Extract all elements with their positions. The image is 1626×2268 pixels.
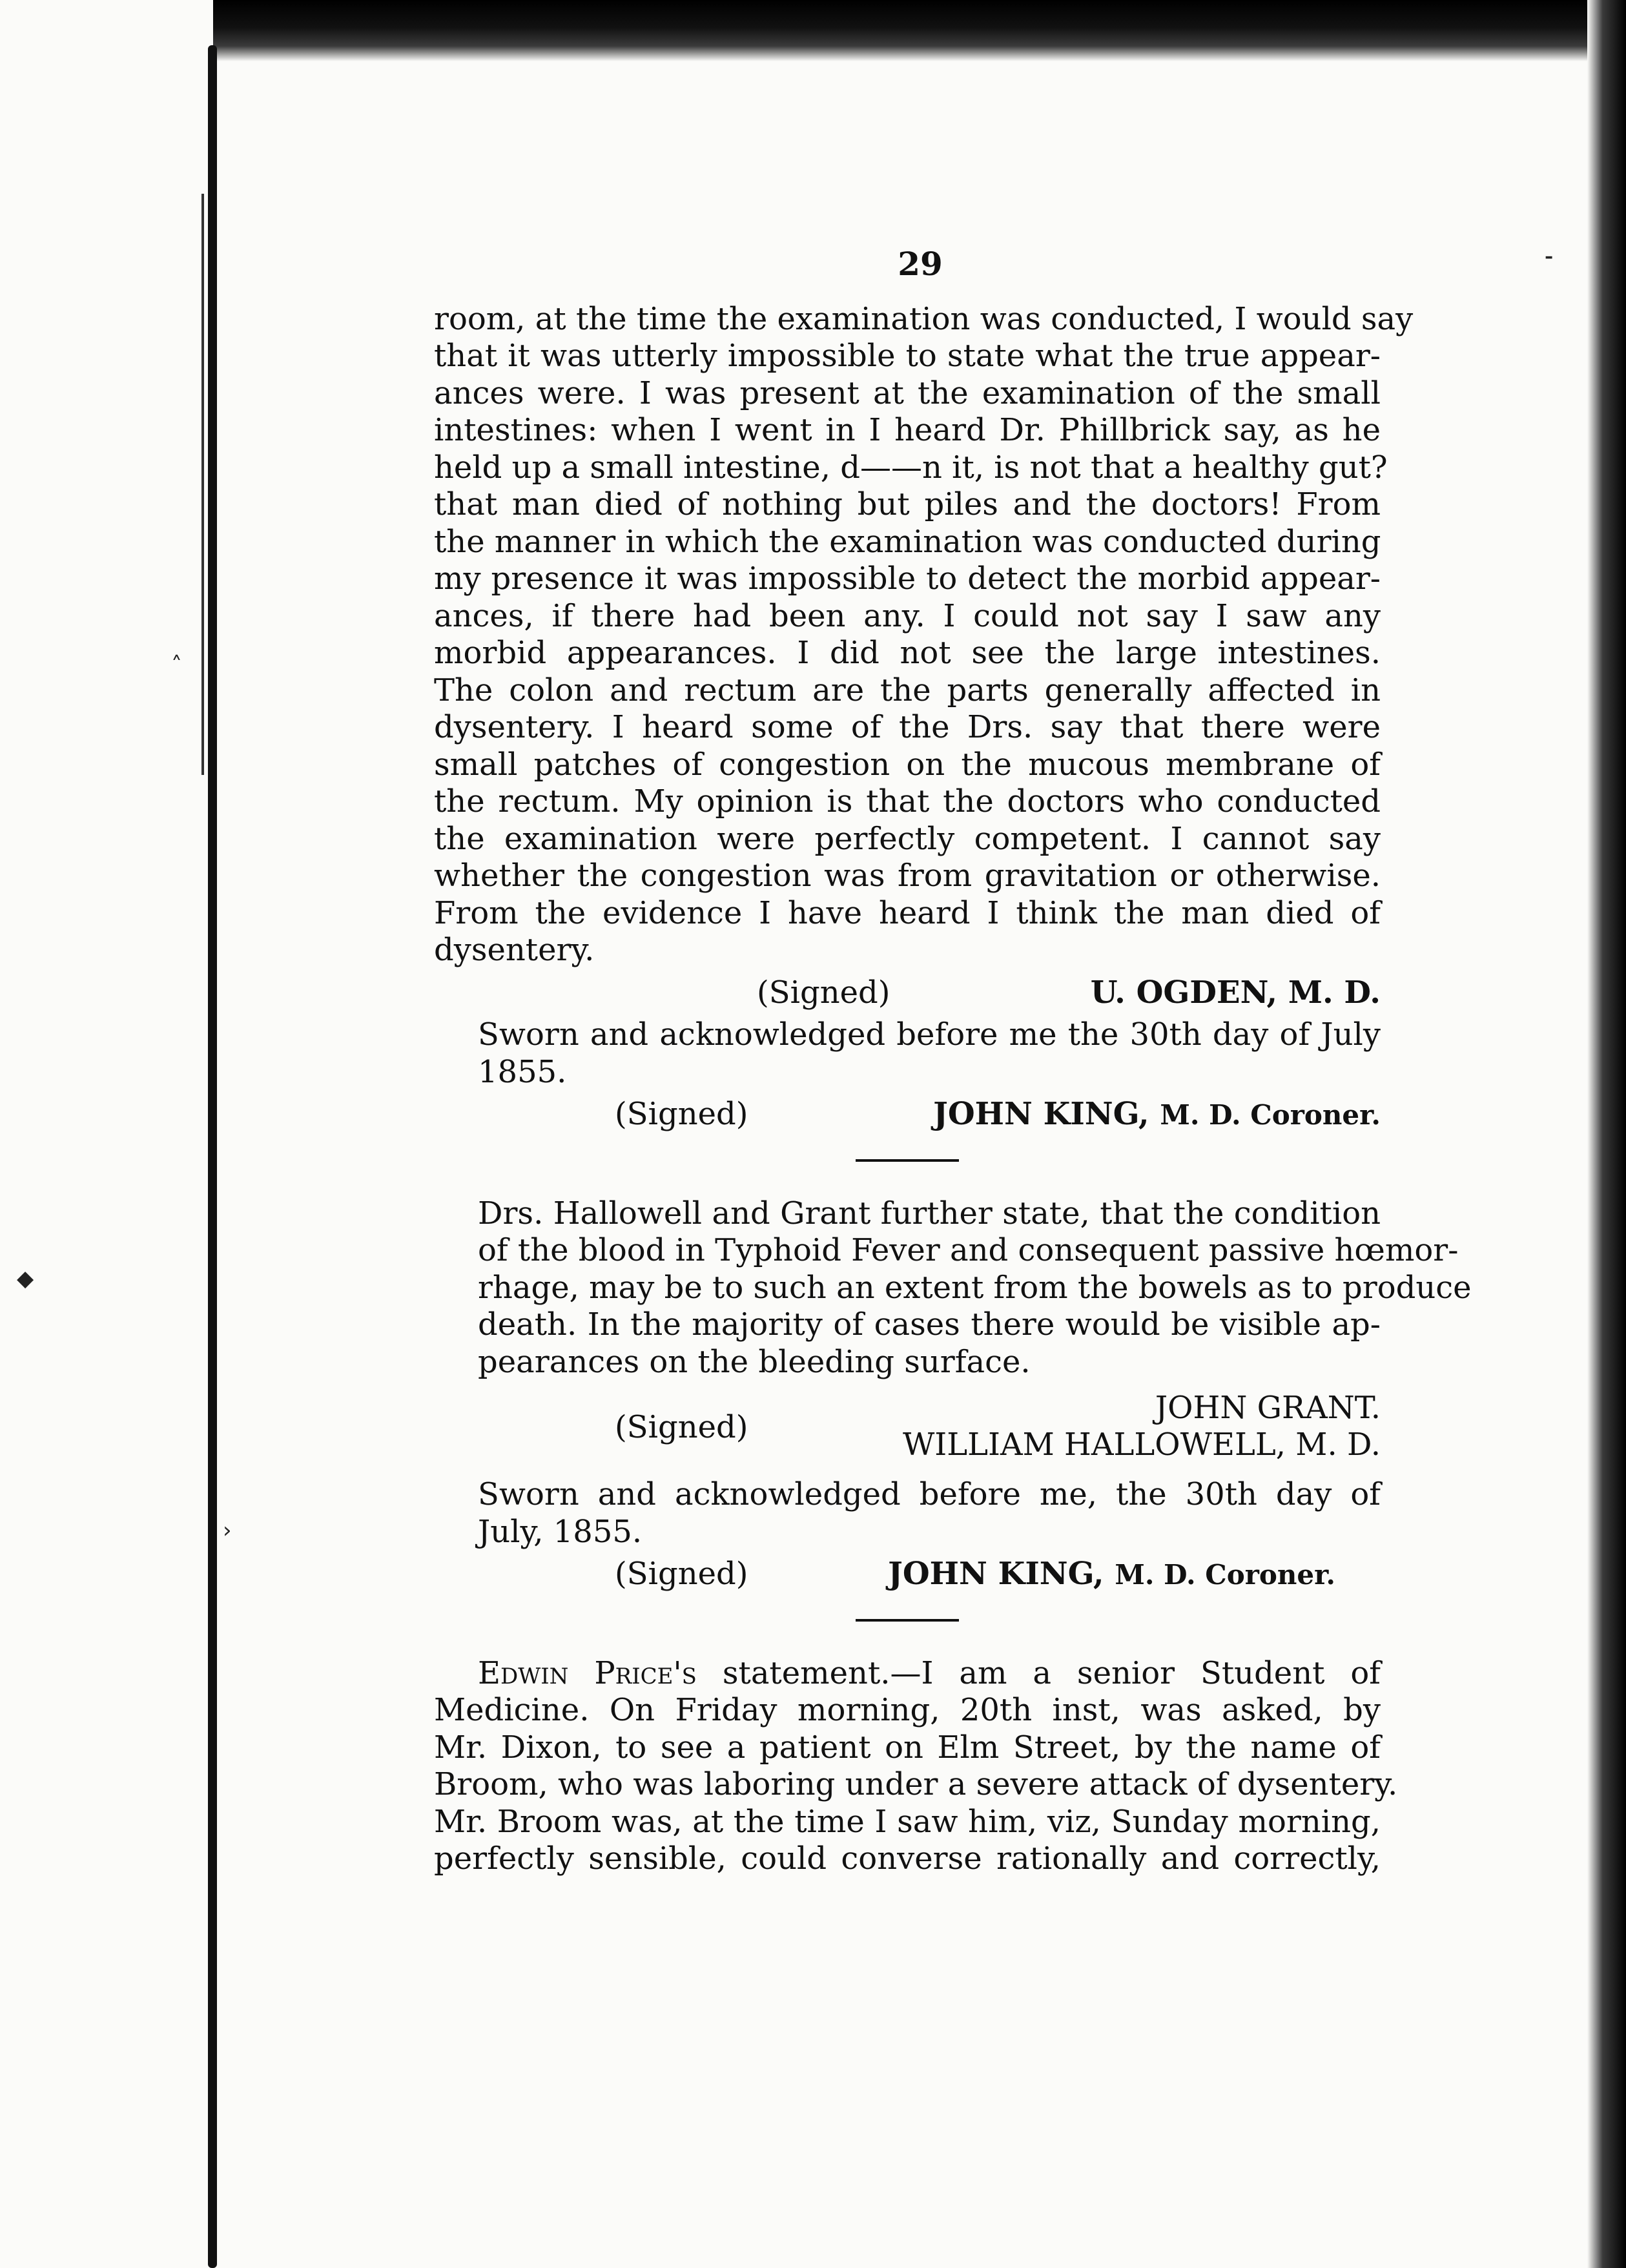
signature-grant-hallowell [434,1390,1381,1467]
signature-ogden [434,974,1381,1012]
text-line: ances were. I was present at the examination of the small [434,375,1381,411]
testimony-paragraph-ogden [434,300,1414,969]
text-line: rhage, may be to such an extent from the bowels as to produce [478,1269,1472,1306]
scan-top-edge [213,0,1626,61]
signatory-name: WILLIAM HALLOWELL, M. D. [902,1427,1381,1463]
text-line: room, at the time the examination was conducted, I would say [434,300,1414,337]
sworn-statement [434,1016,1381,1091]
text-line: ances, if there had been any. I could not say I saw any [434,597,1381,634]
margin-speck: ⁃ [1543,245,1554,271]
scan-right-edge [1587,0,1626,2268]
text-line: morbid appearances. I did not see the large intestines. [434,635,1381,671]
signed-label: (Signed) [615,1409,748,1445]
text-line: From the evidence I have heard I think the man died of [434,894,1381,931]
text-line: the rectum. My opinion is that the doctors who conducted [434,783,1381,820]
coroner-signature [434,1096,1381,1133]
text-line: Sworn and acknowledged before me the 30th day of July [478,1016,1381,1053]
text-line: whether the congestion was from gravitation or otherwise. [434,858,1381,894]
signed-label: (Signed) [615,1096,748,1132]
text-line: the manner in which the examination was conducted during [434,523,1381,560]
text-line: small patches of congestion on the mucous membrane of [434,746,1381,783]
text-line: The colon and rectum are the parts generally affected in [434,672,1381,708]
section-divider [856,1159,959,1162]
text-line: that it was utterly impossible to state what the true appear- [434,338,1381,374]
signed-label: (Signed) [615,1556,748,1592]
testimony-paragraph-hallowell-grant [434,1195,1472,1381]
coroner-name: JOHN KING, M. D. Coroner. [933,1096,1381,1132]
testimony-paragraph-price [434,1655,1398,1878]
page-content [434,245,1472,1878]
signed-label: (Signed) [757,974,890,1011]
margin-speck: ˄ [171,652,182,678]
coroner-signature [434,1556,1381,1593]
text-line: pearances on the bleeding surface. [478,1343,1031,1380]
text-line: the examination were perfectly competent. I cannot say [434,820,1381,857]
text-line: Medicine. On Friday morning, 20th inst, was asked, by [434,1692,1381,1728]
section-divider [856,1619,959,1622]
text-line: Mr. Broom was, at the time I saw him, viz, Sunday morning, [434,1803,1381,1840]
page-number: 29 [898,245,943,283]
text-line: Drs. Hallowell and Grant further state, that the condition [478,1195,1381,1232]
margin-speck: › [223,1518,232,1543]
text-line: intestines: when I went in I heard Dr. Phillbrick say, as he [434,412,1381,448]
text-line: of the blood in Typhoid Fever and consequent passive hœmor- [478,1232,1459,1268]
text-line: perfectly sensible, could converse rationally and correctly, [434,1840,1381,1877]
signatory-name: U. OGDEN, M. D. [1090,974,1381,1011]
coroner-name: JOHN KING, M. D. Coroner. [888,1556,1335,1592]
text-line: July, 1855. [478,1513,643,1550]
signatory-name: JOHN GRANT. [1155,1390,1381,1426]
text-line: Mr. Dixon, to see a patient on Elm Street, by the name of [434,1729,1381,1766]
text-line: dysentery. [434,932,595,968]
text-line: 1855. [478,1053,567,1090]
text-line: dysentery. I heard some of the Drs. say that there were [434,709,1381,745]
book-spine [208,45,217,2268]
margin-speck: ◆ [17,1266,34,1292]
spine-shadow [201,194,204,775]
text-line: Broom, who was laboring under a severe attack of dysentery. [434,1766,1398,1802]
text-line: held up a small intestine, d——n it, is not that a healthy gut? [434,449,1388,486]
text-line: Sworn and acknowledged before me, the 30th day of [478,1476,1381,1512]
text-line: death. In the majority of cases there would be visible ap- [478,1306,1381,1343]
text-line: Edwin Price's statement.—I am a senior Student of [478,1655,1381,1691]
text-line: that man died of nothing but piles and the doctors! From [434,486,1381,522]
text-line: my presence it was impossible to detect the morbid appear- [434,561,1381,597]
sworn-statement [434,1476,1381,1551]
witness-name: Edwin Price's [478,1655,697,1691]
